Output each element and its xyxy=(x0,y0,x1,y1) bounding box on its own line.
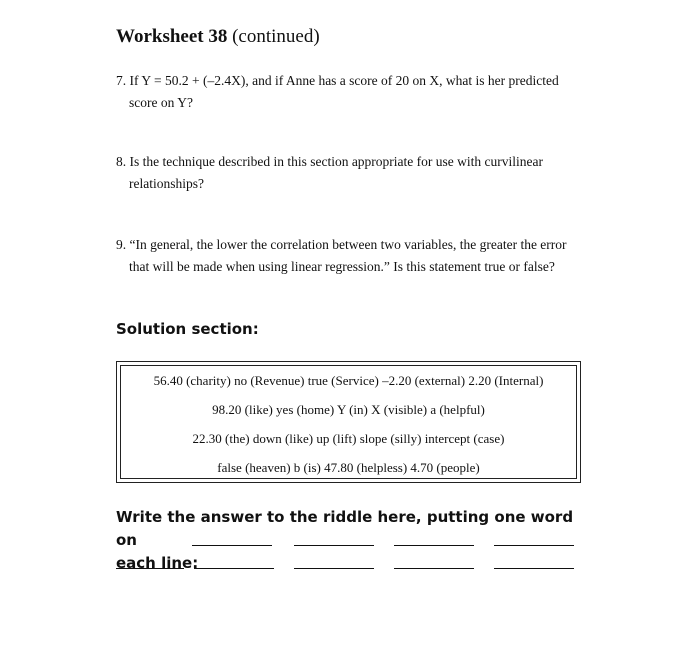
solution-box-inner xyxy=(120,365,577,479)
answer-blank[interactable] xyxy=(194,568,274,569)
worksheet-title-bold: Worksheet 38 xyxy=(116,26,228,47)
answer-blank[interactable] xyxy=(294,545,374,546)
solution-box xyxy=(116,361,581,483)
answer-blank[interactable] xyxy=(116,568,184,569)
question-7 xyxy=(116,70,596,114)
solution-row-1: 56.40 (charity) no (Revenue) true (Service) –2.20 (external) 2.20 (Internal) xyxy=(153,373,544,388)
riddle-line2: each line: xyxy=(116,554,199,572)
answer-blank[interactable] xyxy=(494,545,574,546)
question-number: 9. xyxy=(116,237,127,252)
question-number: 8. xyxy=(116,154,127,169)
answer-blank[interactable] xyxy=(494,568,574,569)
solution-row-4: false (heaven) b (is) 47.80 (helpless) 4.70 (people) xyxy=(217,460,480,475)
question-text-line1: Is the technique described in this section appropriate for use with curvilinear xyxy=(129,154,543,169)
question-text-line2: score on Y? xyxy=(129,95,193,110)
worksheet-title xyxy=(116,26,320,48)
riddle-instructions xyxy=(116,506,596,575)
question-9 xyxy=(116,234,596,278)
solution-row-3: 22.30 (the) down (like) up (lift) slope (silly) intercept (case) xyxy=(192,431,505,446)
solution-heading: Solution section: xyxy=(116,320,259,338)
answer-blank[interactable] xyxy=(192,545,272,546)
question-text-line1: “In general, the lower the correlation between two variables, the greater the error xyxy=(129,237,567,252)
question-number: 7. xyxy=(116,73,127,88)
riddle-line1: Write the answer to the riddle here, putting one word on xyxy=(116,508,574,549)
worksheet-title-suffix: (continued) xyxy=(227,26,320,47)
answer-blank[interactable] xyxy=(394,545,474,546)
solution-row-2: 98.20 (like) yes (home) Y (in) X (visible) a (helpful) xyxy=(212,402,485,417)
question-8 xyxy=(116,151,596,195)
answer-blank[interactable] xyxy=(394,568,474,569)
answer-blank[interactable] xyxy=(294,568,374,569)
question-text-line1: If Y = 50.2 + (–2.4X), and if Anne has a score of 20 on X, what is her predicted xyxy=(129,73,559,88)
question-text-line2: relationships? xyxy=(129,176,204,191)
question-text-line2: that will be made when using linear regression.” Is this statement true or false? xyxy=(129,259,555,274)
